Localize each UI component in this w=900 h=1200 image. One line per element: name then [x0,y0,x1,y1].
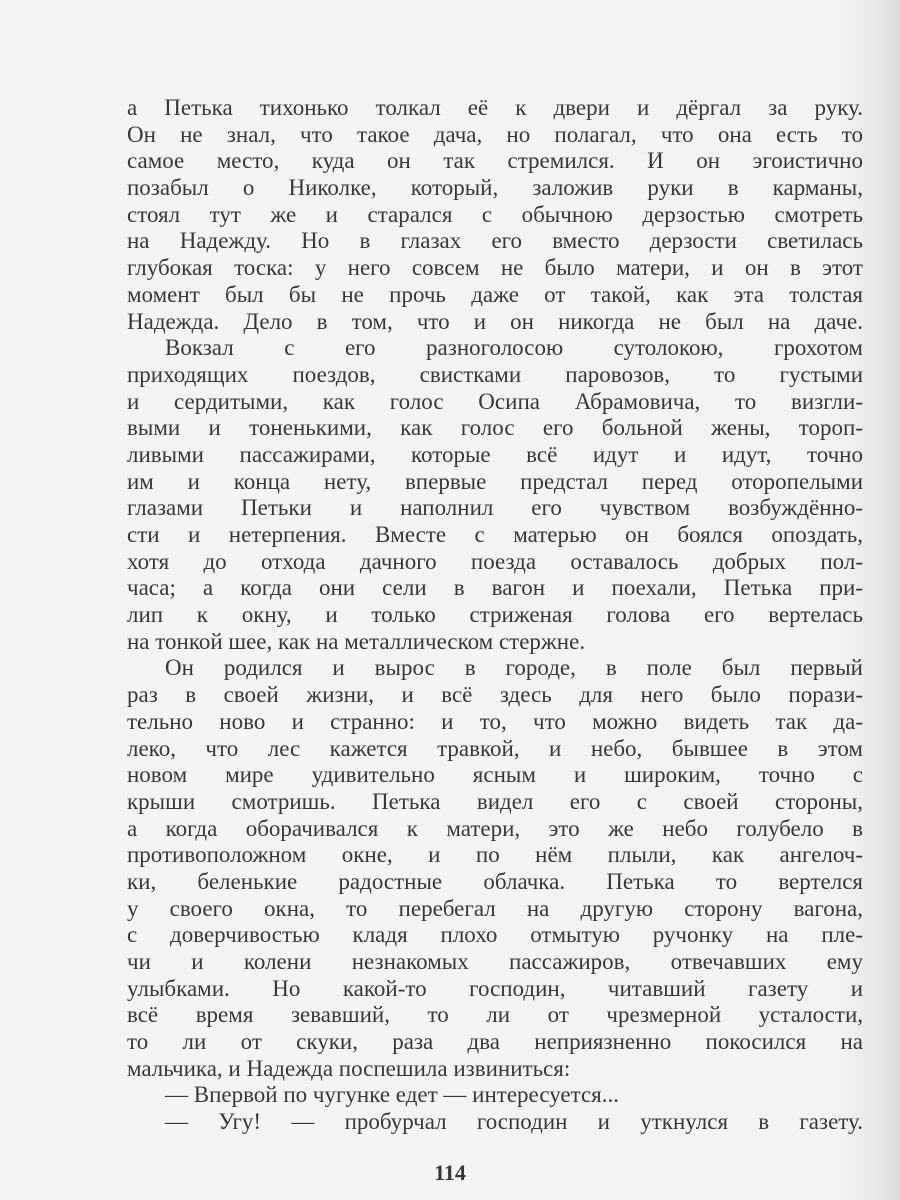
text-line: то ли от скуки, раза два неприязненно покосился на [127,1029,863,1055]
text-line: Он не знал, что такое дача, но полагал, что она есть то [127,121,863,147]
text-line: мальчика, и Надежда поспешила извиниться: [127,1055,571,1081]
text-line: на тонкой шее, как на металлическом стержне. [127,628,586,654]
text-line: а когда оборачивался к матери, это же небо голубело в [127,815,863,841]
text-line: выми и тоненькими, как голос его больной жены, тороп- [127,415,863,441]
text-line: приходящих поездов, свистками паровозов, то густыми [127,361,863,387]
text-line: Надежда. Дело в том, что и он никогда не был на даче. [127,308,863,334]
text-line: ливыми пассажирами, которые всё идут и идут, точно [127,441,863,467]
text-line: им и конца нету, впервые предстал перед оторопелыми [127,468,863,494]
text-line: Он родился и вырос в городе, в поле был первый [165,655,863,681]
text-line: тельно ново и странно: и то, что можно видеть так да- [127,708,863,734]
text-line: улыбками. Но какой-то господин, читавший газету и [127,975,863,1001]
text-line: и сердитыми, как голос Осипа Абрамовича, то визгли- [127,388,863,414]
text-line: глазами Петьки и наполнил его чувством возбуждённо- [127,495,863,521]
text-line: хотя до отхода дачного поезда оставалось добрых пол- [127,548,863,574]
text-line: глубокая тоска: у него совсем не было матери, и он в этот [127,255,863,281]
text-line: на Надежду. Но в глазах его вместо дерзости светилась [127,228,863,254]
text-line: с доверчивостью кладя плохо отмытую ручонку на пле- [127,922,863,948]
page-body-text [127,95,863,1136]
text-line: часа; а когда они сели в вагон и поехали, Петька при- [127,575,863,601]
text-line: самое место, куда он так стремился. И он эгоистично [127,148,863,174]
text-line: всё время зевавший, то ли от чрезмерной усталости, [127,1002,863,1028]
text-line: позабыл о Николке, который, заложив руки в карманы, [127,175,863,201]
text-line: лип к окну, и только стриженая голова его вертелась [127,602,863,628]
text-line: Вокзал с его разноголосою сутолокою, грохотом [165,335,863,361]
page-number: 114 [434,1160,466,1185]
text-line: крыши смотришь. Петька видел его с своей стороны, [127,788,863,814]
text-line: леко, что лес кажется травкой, и небо, бывшее в этом [127,735,863,761]
text-line: ки, беленькие радостные облачка. Петька то вертелся [127,868,863,894]
text-line: — Угу! — пробурчал господин и уткнулся в газету. [165,1109,863,1135]
text-line: у своего окна, то перебегал на другую сторону вагона, [127,895,863,921]
text-line: стоял тут же и старался с обычною дерзостью смотреть [127,201,863,227]
text-line: раз в своей жизни, и всё здесь для него было порази- [127,682,863,708]
text-line: момент был бы не прочь даже от такой, как эта толстая [127,281,863,307]
text-line: — Впервой по чугунке едет — интересуется... [165,1082,620,1108]
text-line: сти и нетерпения. Вместе с матерью он боялся опоздать, [127,522,863,547]
text-line: противоположном окне, и по нём плыли, как ангелоч- [127,842,863,868]
text-line: новом мире удивительно ясным и широким, точно с [127,762,863,788]
text-line: чи и колени незнакомых пассажиров, отвечавших ему [127,949,863,974]
text-line: а Петька тихонько толкал её к двери и дёргал за руку. [127,95,863,120]
